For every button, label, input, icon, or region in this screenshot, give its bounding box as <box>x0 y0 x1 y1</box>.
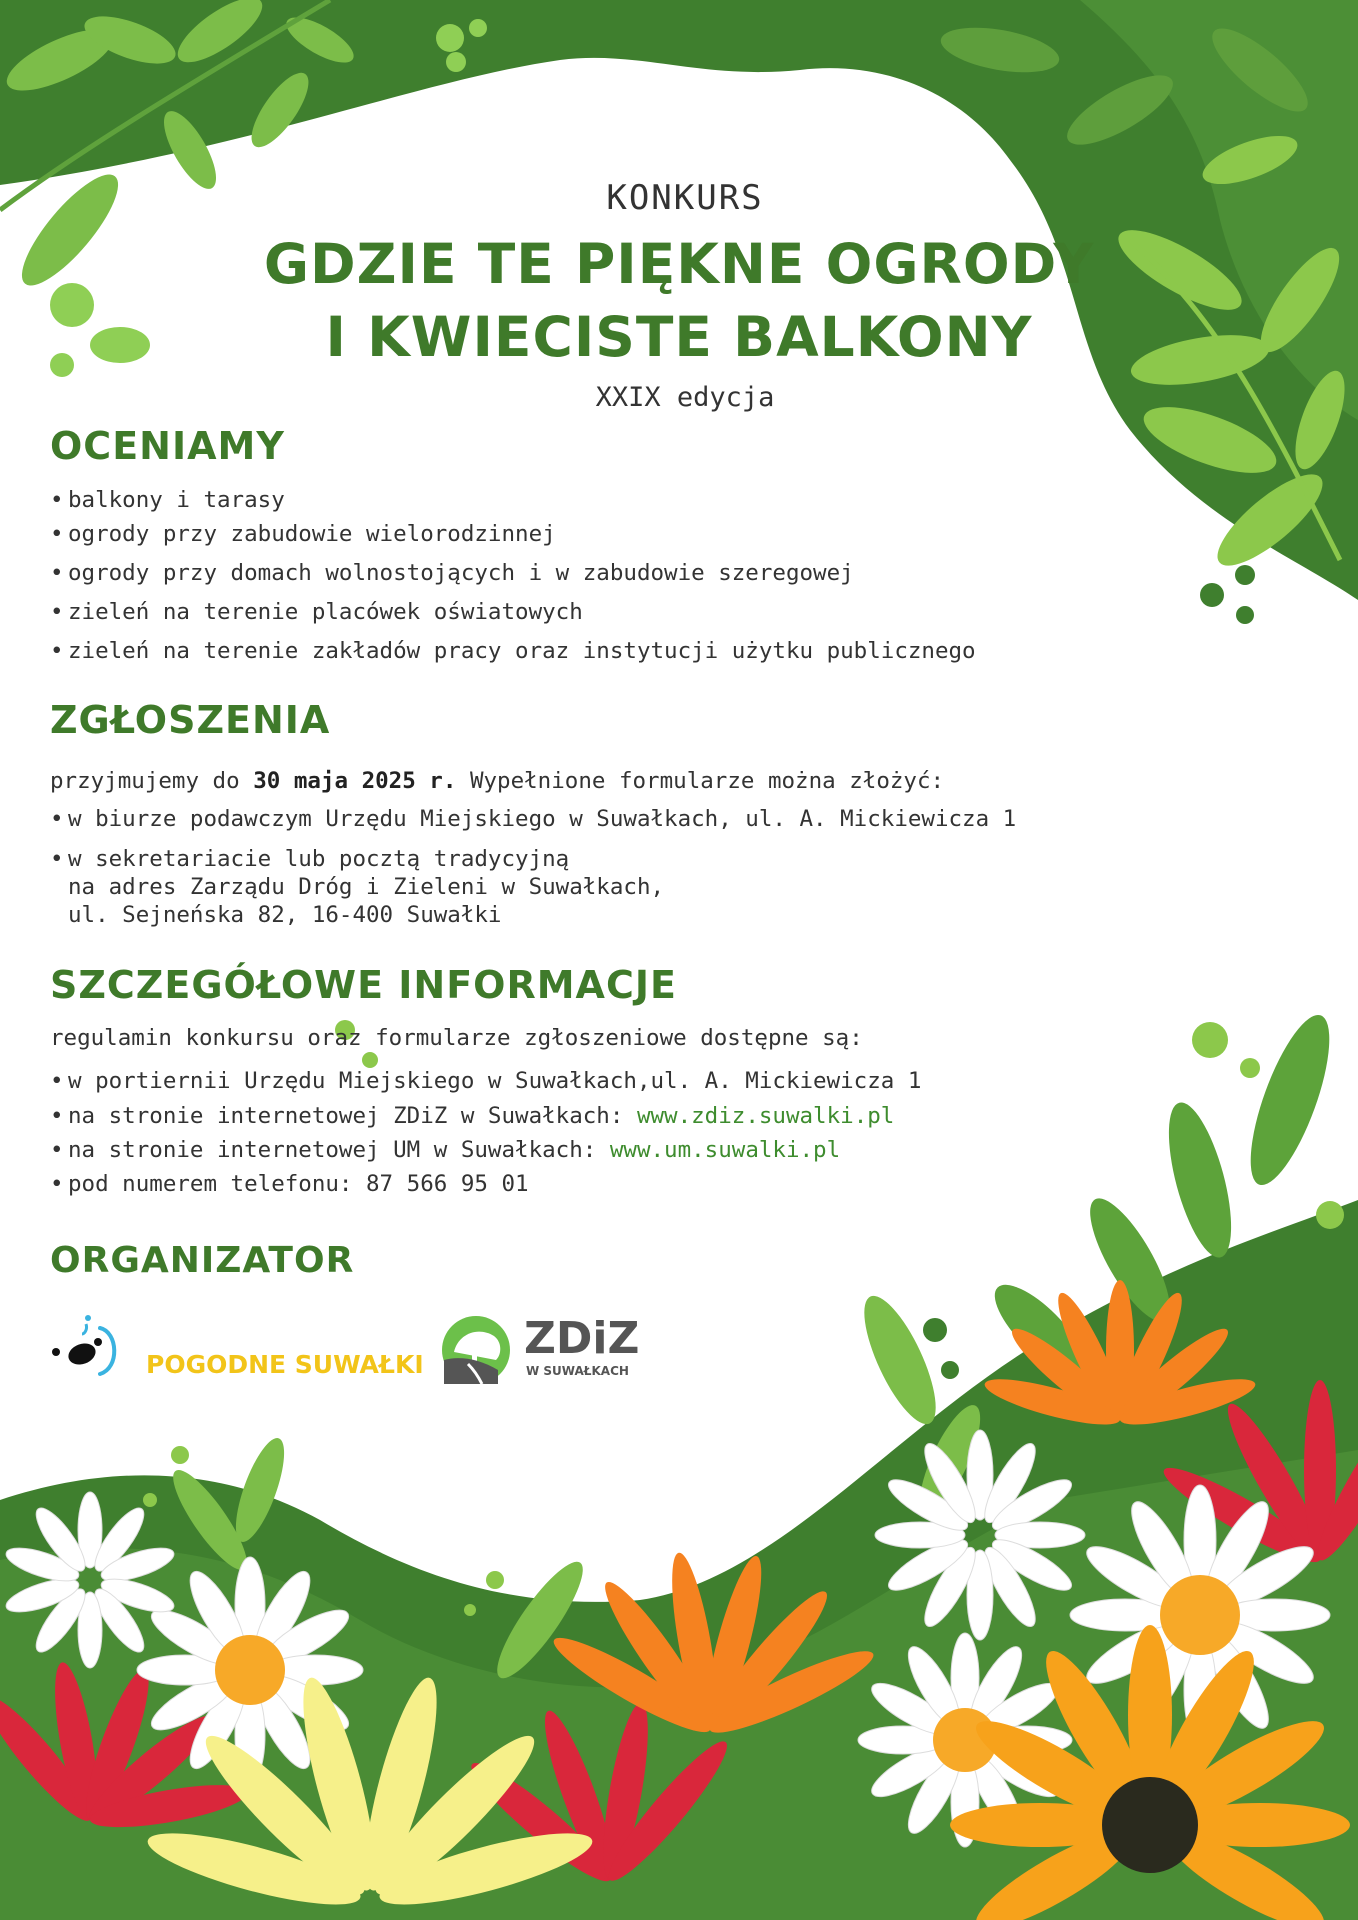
list-item: • ogrody przy zabudowie wielorodzinnej <box>68 520 556 548</box>
deadline: 30 maja 2025 r. <box>253 768 457 794</box>
title-line-1: GDZIE TE PIĘKNE OGRODY <box>263 232 1095 296</box>
list-item <box>68 1136 840 1164</box>
section-heading-informacje: SZCZEGÓŁOWE INFORMACJE <box>50 963 677 1007</box>
list-item: • w sekretariacie lub pocztą tradycyjną na adres Zarządu Dróg i Zieleni w Suwałkach, ul. Sejneńska 82, 16-400 Suwałki <box>68 845 664 929</box>
list-item: • zieleń na terenie zakładów pracy oraz instytucji użytku publicznego <box>68 637 976 665</box>
list-item: • w portiernii Urzędu Miejskiego w Suwałkach,ul. A. Mickiewicza 1 <box>68 1067 921 1095</box>
title-line-2: I KWIECISTE BALKONY <box>325 305 1033 369</box>
item-prefix: na stronie internetowej ZDiZ w Suwałkach: <box>68 1103 637 1129</box>
zdiz-text: ZDiZ <box>524 1313 640 1364</box>
pogodne-mark-icon <box>48 1308 148 1388</box>
informacje-intro: regulamin konkursu oraz formularze zgłoszeniowe dostępne są: <box>50 1025 863 1051</box>
list-item: • ogrody przy domach wolnostojących i w zabudowie szeregowej <box>68 559 854 587</box>
zdiz-subtext: W SUWAŁKACH <box>526 1364 629 1378</box>
list-item: • w biurze podawczym Urzędu Miejskiego w Suwałkach, ul. A. Mickiewicza 1 <box>68 805 1016 833</box>
section-heading-oceniamy: OCENIAMY <box>50 424 285 468</box>
section-heading-zgloszenia: ZGŁOSZENIA <box>50 698 331 742</box>
edition-label: XXIX edycja <box>595 382 775 413</box>
um-website-link[interactable]: www.um.suwalki.pl <box>609 1137 841 1163</box>
list-item <box>68 1102 894 1130</box>
intro-suffix: Wypełnione formularze można złożyć: <box>456 768 945 794</box>
zdiz-website-link[interactable]: www.zdiz.suwalki.pl <box>636 1103 895 1129</box>
pogodne-text: POGODNE SUWAŁKI <box>146 1350 424 1379</box>
section-heading-organizator: ORGANIZATOR <box>50 1240 355 1281</box>
list-item: • pod numerem telefonu: 87 566 95 01 <box>68 1170 529 1198</box>
intro-prefix: przyjmujemy do <box>50 768 254 794</box>
zdiz-mark-icon <box>438 1312 518 1392</box>
contest-label: KONKURS <box>606 178 764 218</box>
list-item: • zieleń na terenie placówek oświatowych <box>68 598 583 626</box>
list-item: • balkony i tarasy <box>68 486 285 514</box>
item-prefix: na stronie internetowej UM w Suwałkach: <box>68 1137 610 1163</box>
zdiz-logo <box>438 1312 678 1392</box>
pogodne-suwalki-logo <box>48 1308 424 1388</box>
zgloszenia-intro <box>50 768 944 794</box>
